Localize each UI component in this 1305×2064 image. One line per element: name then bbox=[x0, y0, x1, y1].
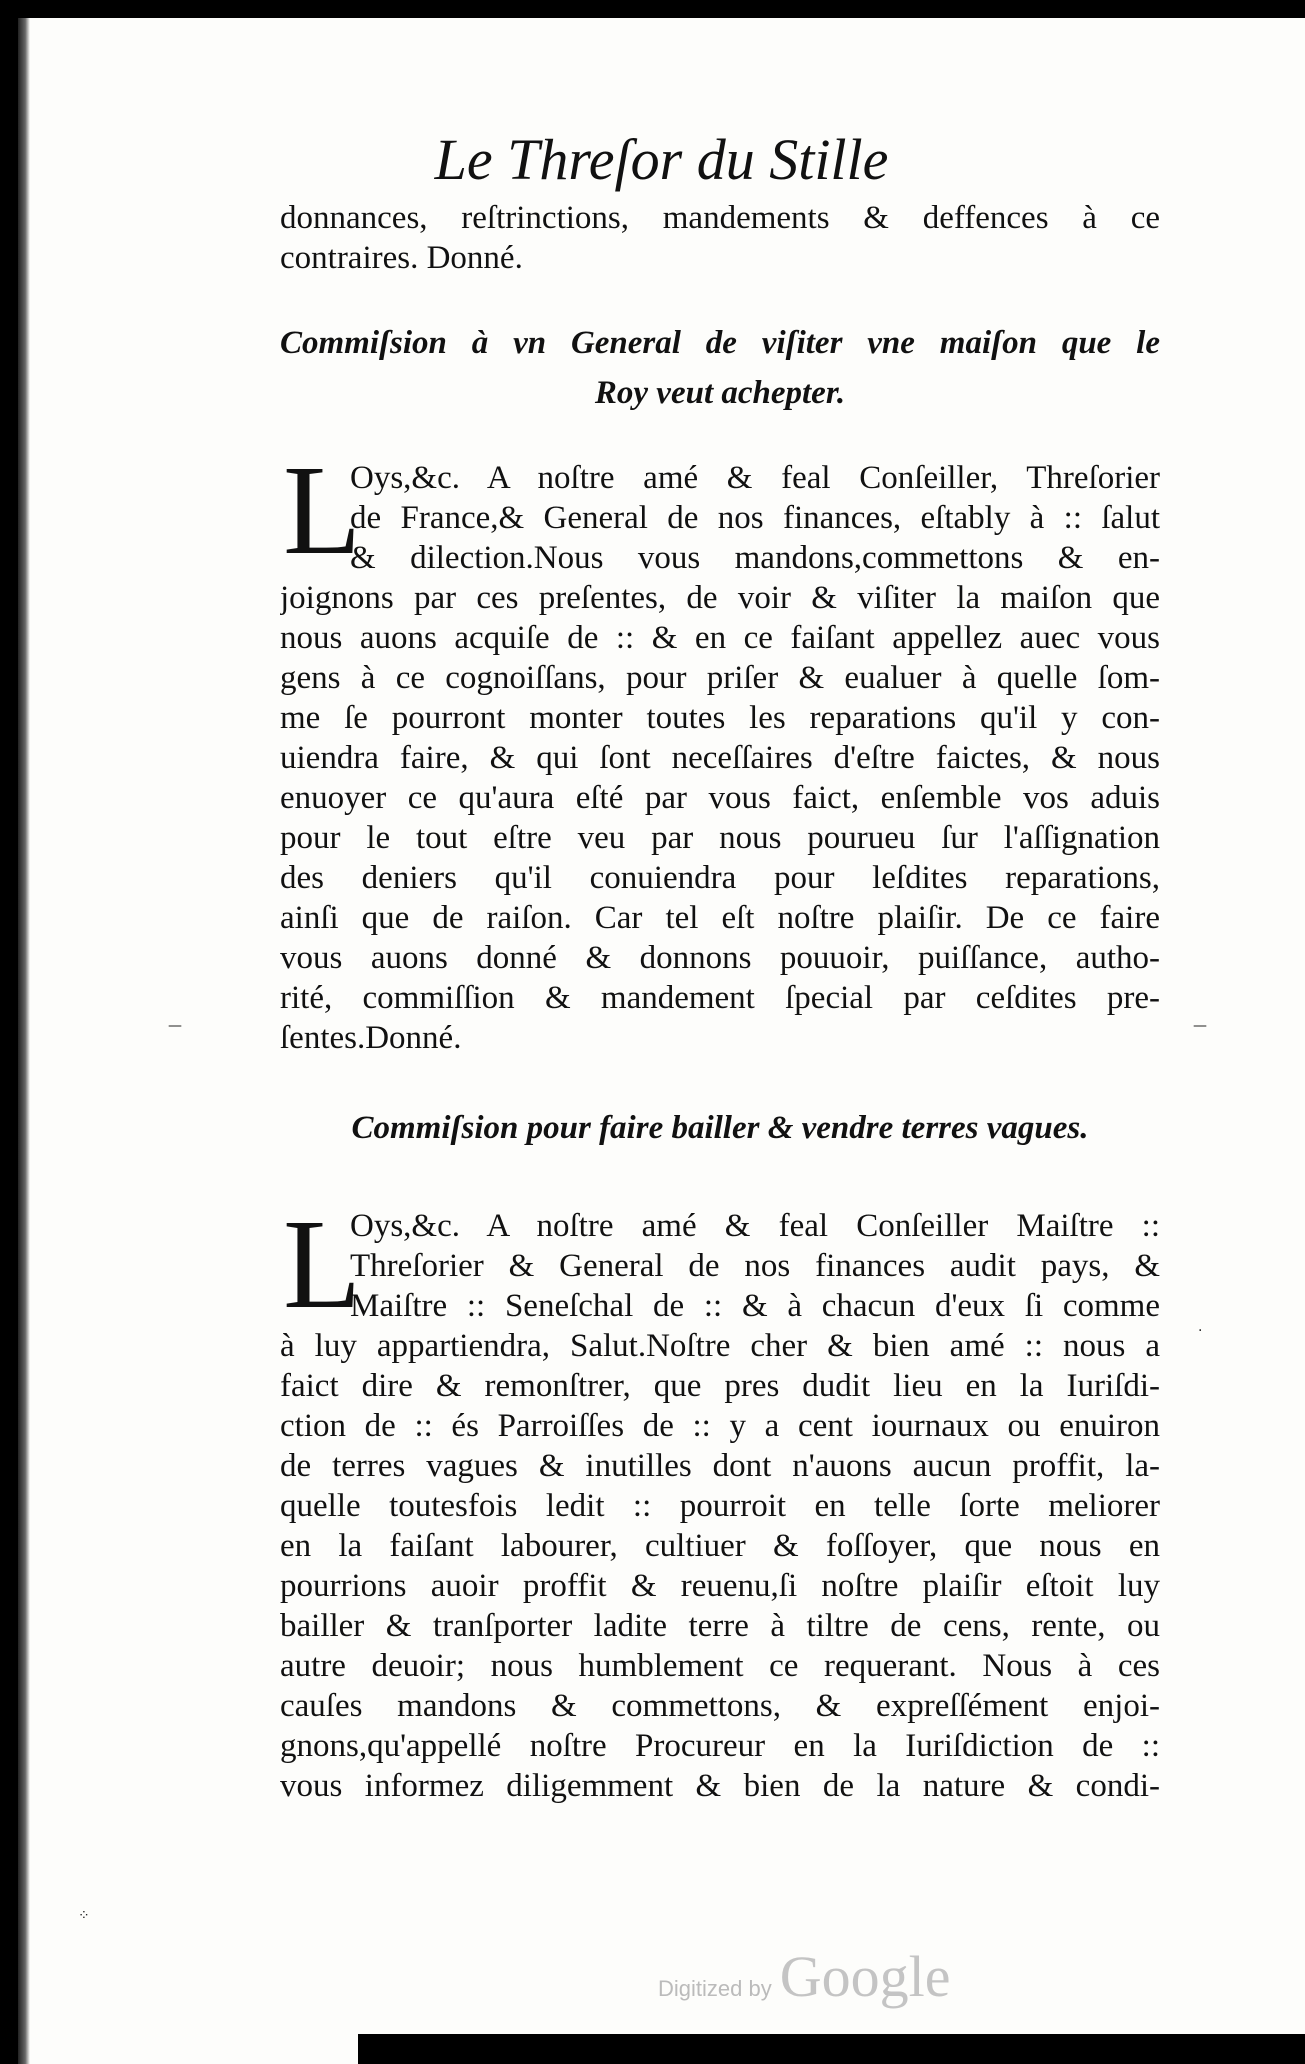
text-line: donnances, reſtrinctions, mandements & deffences à ce bbox=[280, 200, 1160, 236]
text-line: gnons,qu'appellé noſtre Procureur en la Iuriſdiction de :: bbox=[280, 1728, 1160, 1764]
text-line: Threſorier & General de nos finances audit pays, & bbox=[350, 1248, 1160, 1284]
text-line: quelle toutesfois ledit :: pourroit en telle ſorte meliorer bbox=[280, 1488, 1160, 1524]
drop-cap: L bbox=[283, 1193, 362, 1335]
heading-line: Commiſsion pour faire bailler & vendre terres vagues. bbox=[351, 1110, 1089, 1146]
text-line: vous auons donné & donnons pouuoir, puiſſance, autho- bbox=[280, 940, 1160, 976]
text-line: ainſi que de raiſon. Car tel eſt noſtre plaiſir. De ce faire bbox=[280, 900, 1160, 936]
google-logo: Google bbox=[779, 1944, 951, 2009]
heading-line: Commiſsion à vn General de viſiter vne maiſon que le bbox=[280, 325, 1160, 361]
text-line: pourrions auoir proffit & reuenu,ſi noſtre plaiſir eſtoit luy bbox=[280, 1568, 1160, 1604]
text-line: uiendra faire, & qui ſont neceſſaires d'eſtre faictes, & nous bbox=[280, 740, 1160, 776]
text-line: bailler & tranſporter ladite terre à tiltre de cens, rente, ou bbox=[280, 1608, 1160, 1644]
text-line: gens à ce cognoiſſans, pour priſer & eualuer à quelle ſom- bbox=[280, 660, 1160, 696]
running-head: Le Threſor du Stille bbox=[434, 127, 889, 192]
text-line: ction de :: és Parroiſſes de :: y a cent iournaux ou enuiron bbox=[280, 1408, 1160, 1444]
text-line: & dilection.Nous vous mandons,commettons & en- bbox=[350, 540, 1160, 576]
text-line: de terres vagues & inutilles dont n'auons aucun proffit, la- bbox=[280, 1448, 1160, 1484]
digitized-label: Digitized by bbox=[658, 1976, 772, 2001]
text-line: Oys,&c. A noſtre amé & feal Conſeiller, Threſorier bbox=[350, 460, 1160, 496]
text-line: ſentes.Donné. bbox=[280, 1020, 462, 1056]
text-line: de France,& General de nos finances, eſtably à :: ſalut bbox=[350, 500, 1160, 536]
section-heading bbox=[280, 1103, 1160, 1153]
text-line: Maiſtre :: Seneſchal de :: & à chacun d'eux ſi comme bbox=[350, 1288, 1160, 1324]
drop-cap: L bbox=[283, 439, 362, 581]
text-line: Oys,&c. A noſtre amé & feal Conſeiller Maiſtre :: bbox=[350, 1208, 1160, 1244]
scan-mark: — bbox=[168, 1018, 182, 1034]
text-line: joignons par ces preſentes, de voir & viſiter la maiſon que bbox=[280, 580, 1160, 616]
text-line: faict dire & remonſtrer, que pres dudit lieu en la Iuriſdi- bbox=[280, 1368, 1160, 1404]
text-line: nous auons acquiſe de :: & en ce faiſant appellez auec vous bbox=[280, 620, 1160, 656]
text-line: rité, commiſſion & mandement ſpecial par ceſdites pre- bbox=[280, 980, 1160, 1016]
text-line: pour le tout eſtre veu par nous pourueu ſur l'aſſignation bbox=[280, 820, 1160, 856]
book-page bbox=[18, 18, 1305, 2064]
commission-paragraph bbox=[280, 458, 1160, 1058]
text-line: vous informez diligemment & bien de la nature & condi- bbox=[280, 1768, 1160, 1804]
section-heading bbox=[280, 318, 1160, 418]
text-line: enuoyer ce qu'aura eſté par vous faict, enſemble vos aduis bbox=[280, 780, 1160, 816]
text-line: contraires. Donné. bbox=[280, 240, 523, 276]
text-line: autre deuoir; nous humblement ce requerant. Nous à ces bbox=[280, 1648, 1160, 1684]
heading-line: Roy veut achepter. bbox=[594, 375, 846, 411]
scan-border bbox=[358, 2034, 1305, 2064]
text-line: me ſe pourront monter toutes les reparations qu'il y con- bbox=[280, 700, 1160, 736]
text-line: cauſes mandons & commettons, & expreſſément enjoi- bbox=[280, 1688, 1160, 1724]
text-line: à luy appartiendra, Salut.Noſtre cher & bien amé :: nous a bbox=[280, 1328, 1160, 1364]
scan-mark: ⁘ bbox=[78, 1908, 90, 1924]
text-line: des deniers qu'il conuiendra pour leſdites reparations, bbox=[280, 860, 1160, 896]
scan-mark: · bbox=[1198, 1323, 1203, 1339]
continuation-paragraph bbox=[280, 198, 1160, 278]
scan-mark: — bbox=[1193, 1018, 1207, 1034]
text-line: en la faiſant labourer, cultiuer & foſſoyer, que nous en bbox=[280, 1528, 1160, 1564]
commission-paragraph bbox=[280, 1206, 1160, 1806]
page-edge-shadow bbox=[18, 18, 30, 2064]
digitized-watermark bbox=[658, 1943, 950, 2010]
